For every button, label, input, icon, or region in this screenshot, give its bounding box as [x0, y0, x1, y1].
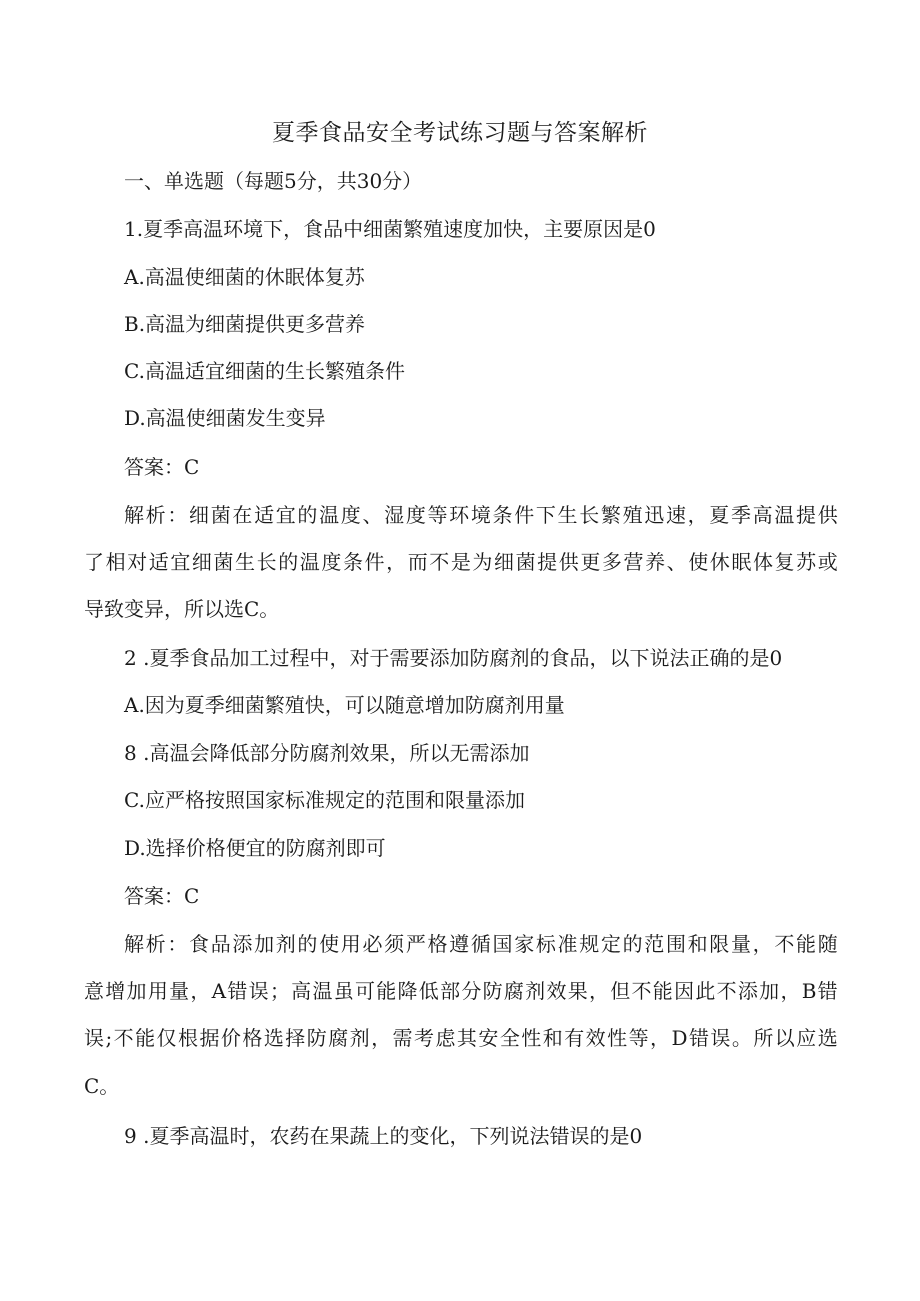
question-2-analysis-line-1: 解析：食品添加剂的使用必须严格遵循国家标准规定的范围和限量，不能随 [124, 932, 838, 956]
question-1-option-b: B.高温为细菌提供更多营养 [124, 312, 366, 336]
question-1-option-d: D.高温使细菌发生变异 [124, 406, 326, 430]
question-1-stem: 1.夏季高温环境下，食品中细菌繁殖速度加快，主要原因是0 [124, 217, 656, 241]
question-2-answer: 答案：C [124, 884, 200, 908]
question-1-analysis-line-2: 了相对适宜细菌生长的温度条件，而不是为细菌提供更多营养、使休眠体复苏或 [84, 550, 838, 574]
question-3-stem: 9 .夏季高温时，农药在果蔬上的变化，下列说法错误的是0 [124, 1124, 643, 1148]
question-2-option-b: 8 .高温会降低部分防腐剂效果，所以无需添加 [124, 741, 530, 765]
question-1-option-a: A.高温使细菌的休眠体复苏 [124, 265, 365, 289]
question-1-analysis-line-1: 解析：细菌在适宜的温度、湿度等环境条件下生长繁殖迅速，夏季高温提供 [124, 503, 838, 527]
question-1-analysis-line-3: 导致变异，所以选C。 [84, 597, 280, 621]
question-2-analysis-line-2: 意增加用量，A错误；高温虽可能降低部分防腐剂效果，但不能因此不添加，B错 [84, 979, 838, 1003]
question-2-analysis-line-3: 误;不能仅根据价格选择防腐剂，需考虑其安全性和有效性等，D错误。所以应选 [84, 1026, 838, 1050]
question-1-answer: 答案：C [124, 455, 200, 479]
question-2-analysis-line-4: C。 [84, 1074, 120, 1098]
section-heading: 一、单选题（每题5分，共30分） [124, 169, 423, 193]
question-2-option-a: A.因为夏季细菌繁殖快，可以随意增加防腐剂用量 [124, 693, 565, 717]
document-title: 夏季食品安全考试练习题与答案解析 [272, 120, 648, 146]
question-2-option-d: D.选择价格便宜的防腐剂即可 [124, 836, 386, 860]
question-2-option-c: C.应严格按照国家标准规定的范围和限量添加 [124, 788, 525, 812]
question-2-stem: 2 .夏季食品加工过程中，对于需要添加防腐剂的食品，以下说法正确的是0 [124, 646, 783, 670]
question-1-option-c: C.高温适宜细菌的生长繁殖条件 [124, 359, 405, 383]
